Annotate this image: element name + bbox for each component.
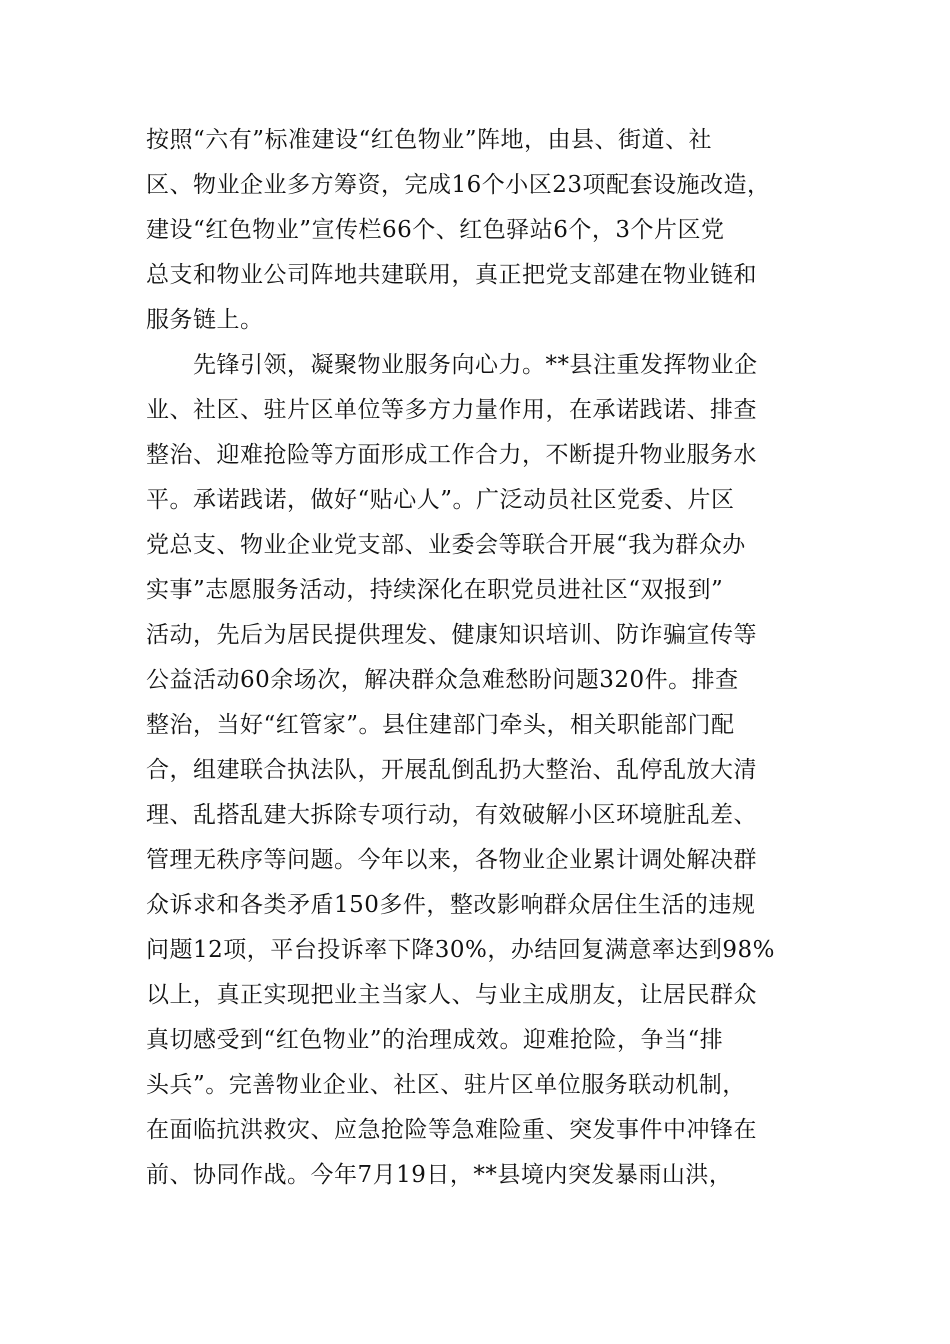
text-line: 活动，先后为居民提供理发、健康知识培训、防诈骗宣传等: [146, 622, 757, 648]
text-line: 整治、迎难抢险等方面形成工作合力，不断提升物业服务水: [146, 442, 757, 468]
text-line: 公益活动60余场次，解决群众急难愁盼问题320件。排查: [146, 667, 739, 693]
body-text: [146, 118, 810, 1198]
text-line: 头兵”。完善物业企业、社区、驻片区单位服务联动机制，: [146, 1072, 746, 1098]
text-line: 建设“红色物业”宣传栏66个、红色驿站6个，3个片区党: [146, 217, 725, 243]
text-line: 党总支、物业企业党支部、业委会等联合开展“我为群众办: [146, 532, 746, 558]
text-line: 总支和物业公司阵地共建联用，真正把党支部建在物业链和: [146, 262, 757, 288]
text-line: 在面临抗洪救灾、应急抢险等急难险重、突发事件中冲锋在: [146, 1117, 757, 1143]
text-line: 按照“六有”标准建设“红色物业”阵地，由县、街道、社: [146, 127, 713, 153]
text-line: 问题12项，平台投诉率下降30%，办结回复满意率达到98%: [146, 937, 776, 963]
text-line: 合，组建联合执法队，开展乱倒乱扔大整治、乱停乱放大清: [146, 757, 757, 783]
text-line: 真切感受到“红色物业”的治理成效。迎难抢险，争当“排: [146, 1027, 724, 1053]
text-line: 区、物业企业多方筹资，完成16个小区23项配套设施改造，: [146, 172, 771, 198]
text-line: 先锋引领，凝聚物业服务向心力。**县注重发挥物业企: [146, 352, 758, 378]
text-line: 理、乱搭乱建大拆除专项行动，有效破解小区环境脏乱差、: [146, 802, 757, 828]
text-line: 以上，真正实现把业主当家人、与业主成朋友，让居民群众: [146, 982, 757, 1008]
text-line: 平。承诺践诺，做好“贴心人”。广泛动员社区党委、片区: [146, 487, 735, 513]
text-line: 实事”志愿服务活动，持续深化在职党员进社区“双报到”: [146, 577, 724, 603]
text-line: 业、社区、驻片区单位等多方力量作用，在承诺践诺、排查: [146, 397, 757, 423]
text-line: 前、协同作战。今年7月19日，**县境内突发暴雨山洪，: [146, 1162, 733, 1188]
text-line: 众诉求和各类矛盾150多件，整改影响群众居住生活的违规: [146, 892, 756, 918]
text-line: 管理无秩序等问题。今年以来，各物业企业累计调处解决群: [146, 847, 757, 873]
text-line: 服务链上。: [146, 307, 264, 333]
text-line: 整治，当好“红管家”。县住建部门牵头，相关职能部门配: [146, 712, 735, 738]
